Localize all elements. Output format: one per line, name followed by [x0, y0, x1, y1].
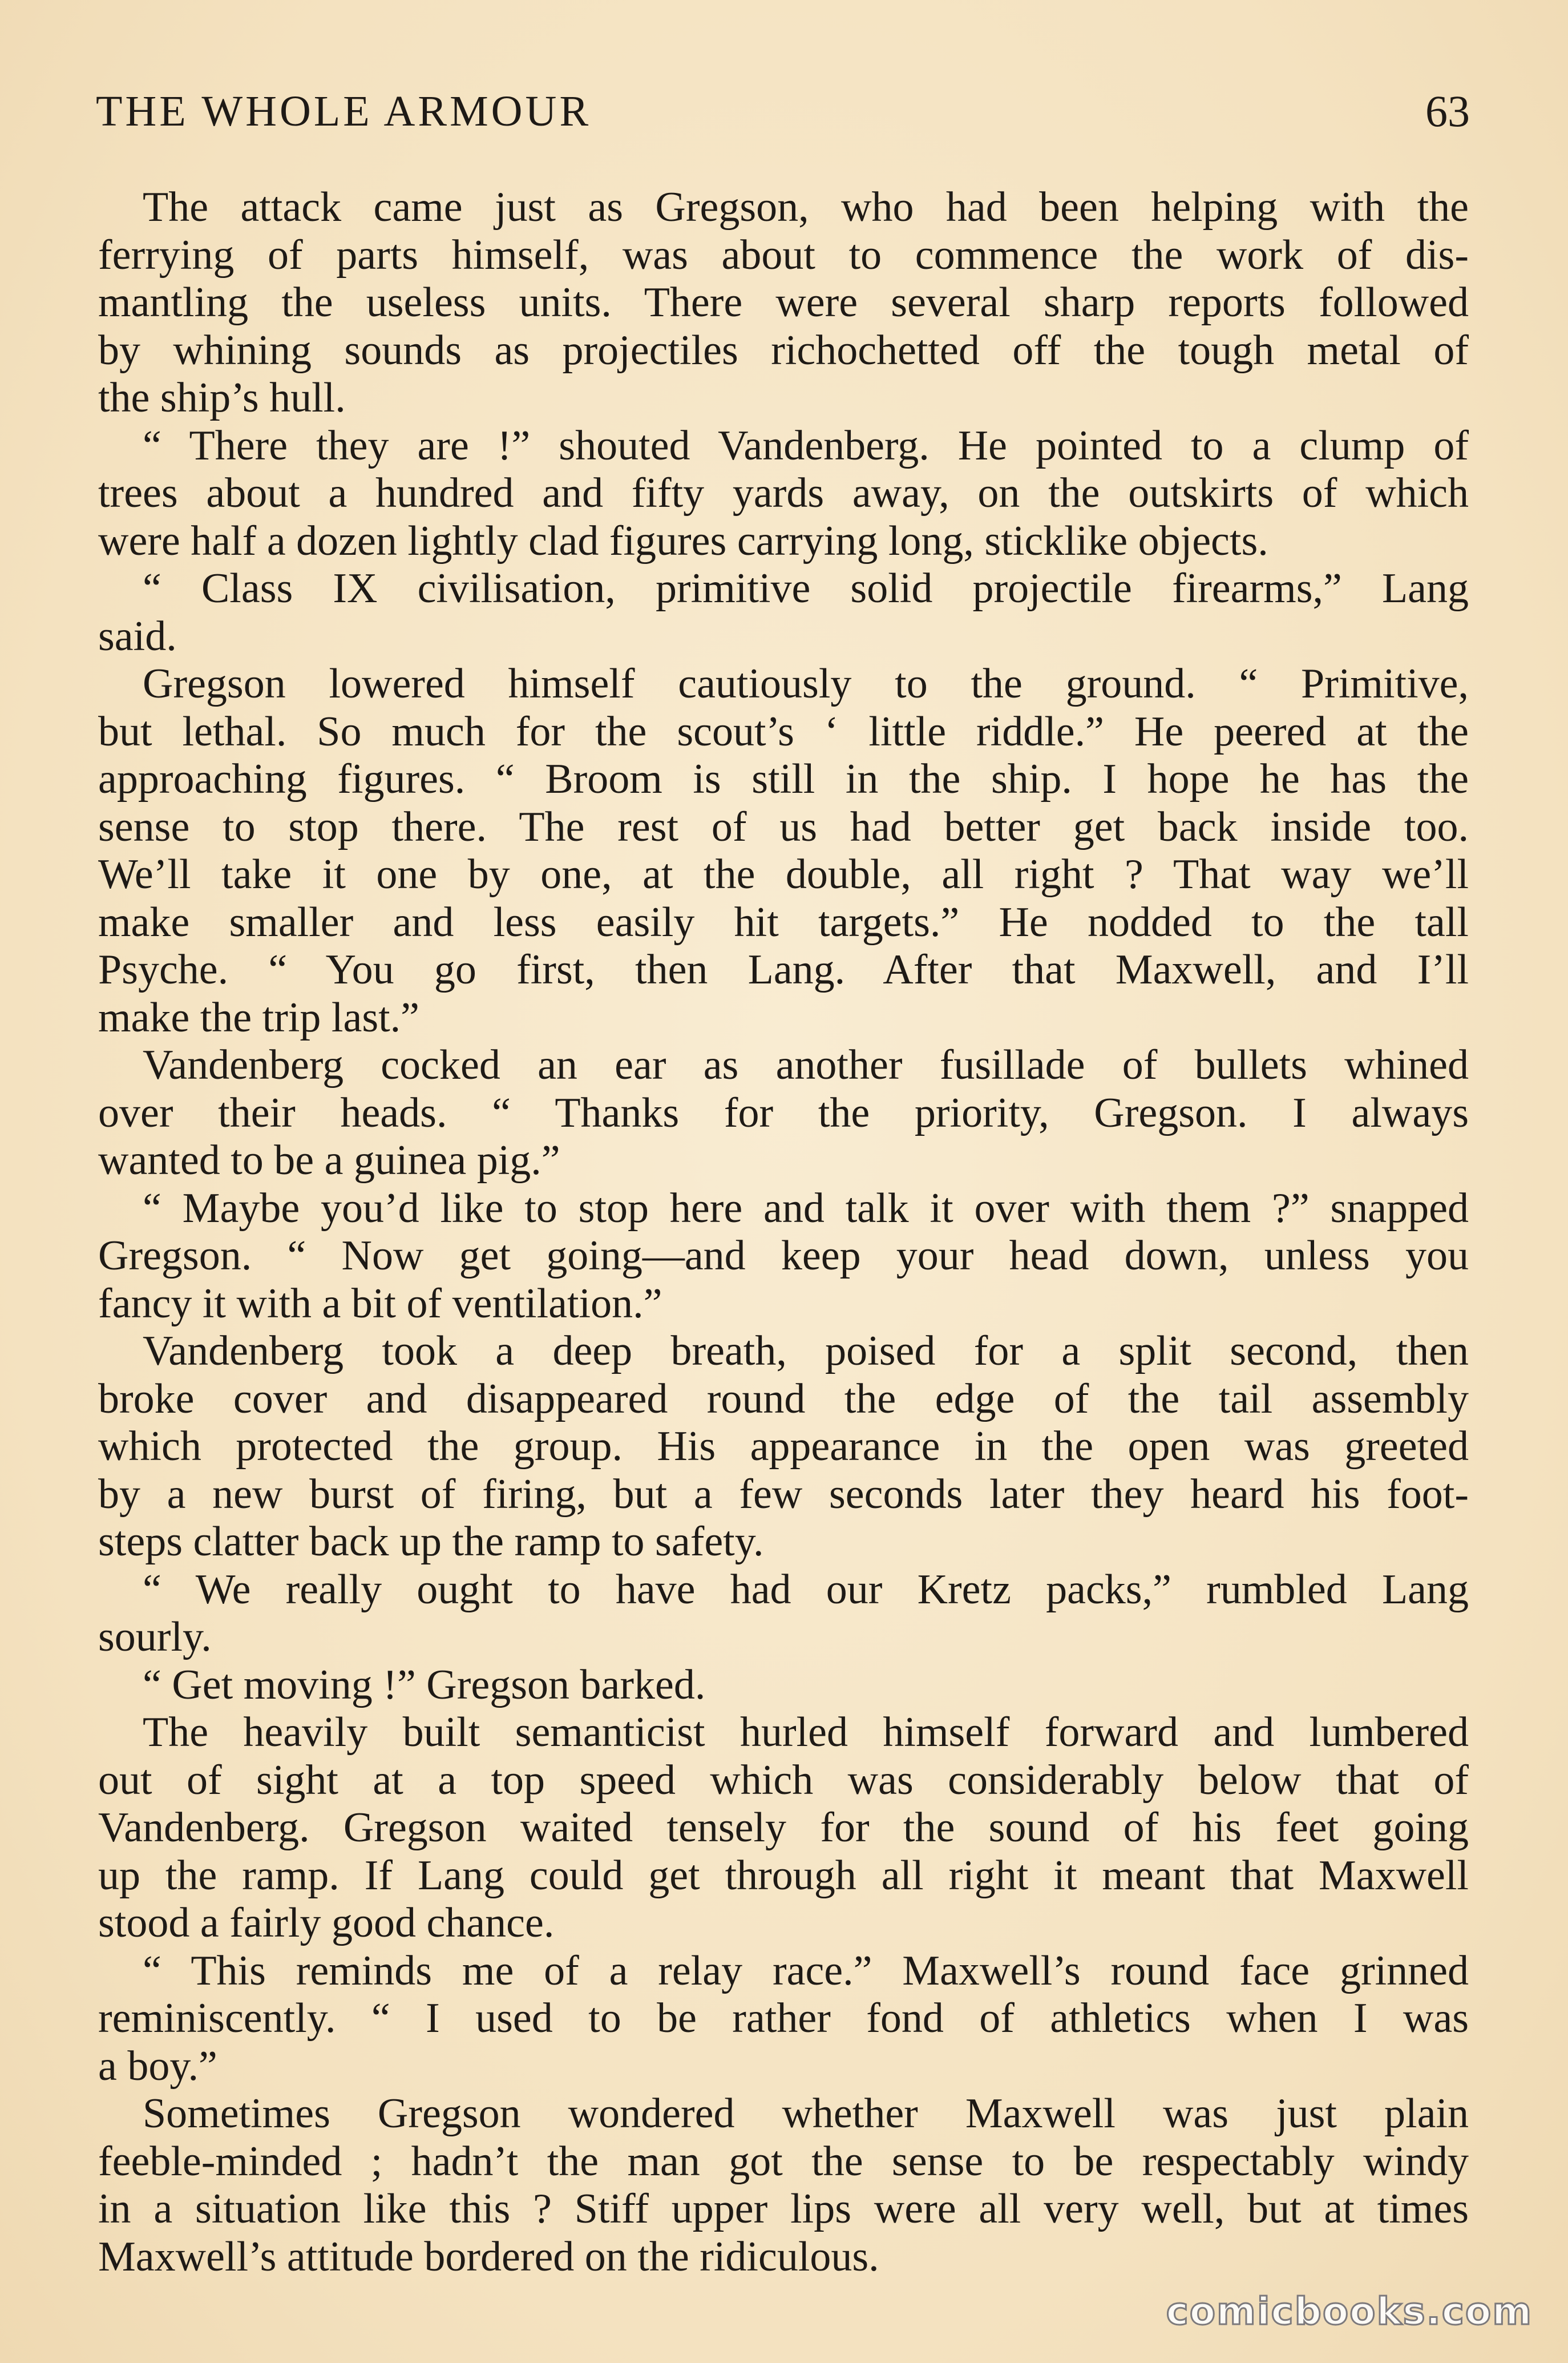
text-line: were half a dozen lightly clad figures carrying long, sticklike objects. — [98, 517, 1268, 564]
text-line: “ Get moving !” Gregson barked. — [143, 1661, 706, 1708]
text-line: Gregson. “ Now get going—and keep your head down, unless you — [98, 1232, 1469, 1279]
text-line: wanted to be a guinea pig.” — [98, 1137, 560, 1184]
text-line: reminiscently. “ I used to be rather fond of athletics when I was — [98, 1995, 1469, 2042]
text-line: out of sight at a top speed which was considerably below that of — [98, 1756, 1469, 1804]
running-head — [96, 80, 1470, 143]
text-line: Vandenberg took a deep breath, poised for a split second, then — [143, 1328, 1469, 1374]
text-line: Maxwell’s attitude bordered on the ridiculous. — [98, 2233, 879, 2280]
text-line: Gregson lowered himself cautiously to the ground. “ Primitive, — [143, 660, 1469, 707]
body-text — [98, 184, 1469, 2281]
text-line: Vandenberg. Gregson waited tensely for the sound of his feet going — [98, 1804, 1469, 1851]
text-line: a boy.” — [98, 2042, 217, 2090]
text-line: over their heads. “ Thanks for the priority, Gregson. I always — [98, 1089, 1469, 1136]
text-line: Psyche. “ You go first, then Lang. After that Maxwell, and I’ll — [98, 946, 1469, 993]
text-line: up the ramp. If Lang could get through all right it meant that Maxwell — [98, 1852, 1469, 1899]
text-line: sourly. — [98, 1614, 212, 1660]
watermark: comicbooks.com — [1166, 2289, 1533, 2333]
text-line: The heavily built semanticist hurled himself forward and lumbered — [143, 1709, 1469, 1756]
text-line: “ There they are !” shouted Vandenberg. He pointed to a clump of — [143, 422, 1469, 469]
text-line: broke cover and disappeared round the edge of the tail assembly — [98, 1375, 1469, 1422]
text-line: make the trip last.” — [98, 994, 420, 1041]
page-number: 63 — [1425, 86, 1470, 136]
text-line: approaching figures. “ Broom is still in the ship. I hope he has the — [98, 756, 1469, 803]
text-line: “ Class IX civilisation, primitive solid projectile firearms,” Lang — [143, 565, 1469, 612]
text-line: steps clatter back up the ramp to safety. — [98, 1518, 764, 1565]
text-line: We’ll take it one by one, at the double, all right ? That way we’ll — [98, 851, 1469, 898]
text-line: feeble-minded ; hadn’t the man got the sense to be respectably windy — [98, 2138, 1469, 2185]
text-line: trees about a hundred and fifty yards away, on the outskirts of which — [98, 470, 1469, 517]
text-line: Sometimes Gregson wondered whether Maxwell was just plain — [143, 2090, 1469, 2137]
text-line: “ This reminds me of a relay race.” Maxwell’s round face grinned — [143, 1947, 1469, 1994]
running-title: THE WHOLE ARMOUR — [96, 87, 592, 135]
text-line: mantling the useless units. There were several sharp reports followed — [98, 279, 1469, 326]
text-line: Vandenberg cocked an ear as another fusillade of bullets whined — [143, 1042, 1469, 1088]
text-line: stood a fairly good chance. — [98, 1900, 555, 1946]
text-line: “ Maybe you’d like to stop here and talk it over with them ?” snapped — [143, 1184, 1469, 1232]
text-line: the ship’s hull. — [98, 374, 346, 421]
text-line: in a situation like this ? Stiff upper lips were all very well, but at times — [98, 2185, 1469, 2232]
text-line: by a new burst of firing, but a few seconds later they heard his foot- — [98, 1470, 1469, 1518]
text-line: ferrying of parts himself, was about to commence the work of dis- — [98, 231, 1469, 279]
text-line: “ We really ought to have had our Kretz packs,” rumbled Lang — [143, 1566, 1469, 1613]
text-line: The attack came just as Gregson, who had been helping with the — [143, 184, 1469, 231]
text-line: make smaller and less easily hit targets.” He nodded to the tall — [98, 898, 1469, 946]
text-line: sense to stop there. The rest of us had better get back inside too. — [98, 803, 1469, 850]
text-line: which protected the group. His appearance in the open was greeted — [98, 1423, 1469, 1470]
text-line: said. — [98, 612, 177, 660]
text-line: by whining sounds as projectiles richochetted off the tough metal of — [98, 326, 1469, 374]
text-line: fancy it with a bit of ventilation.” — [98, 1280, 662, 1327]
text-line: but lethal. So much for the scout’s ‘ little riddle.” He peered at the — [98, 708, 1469, 755]
